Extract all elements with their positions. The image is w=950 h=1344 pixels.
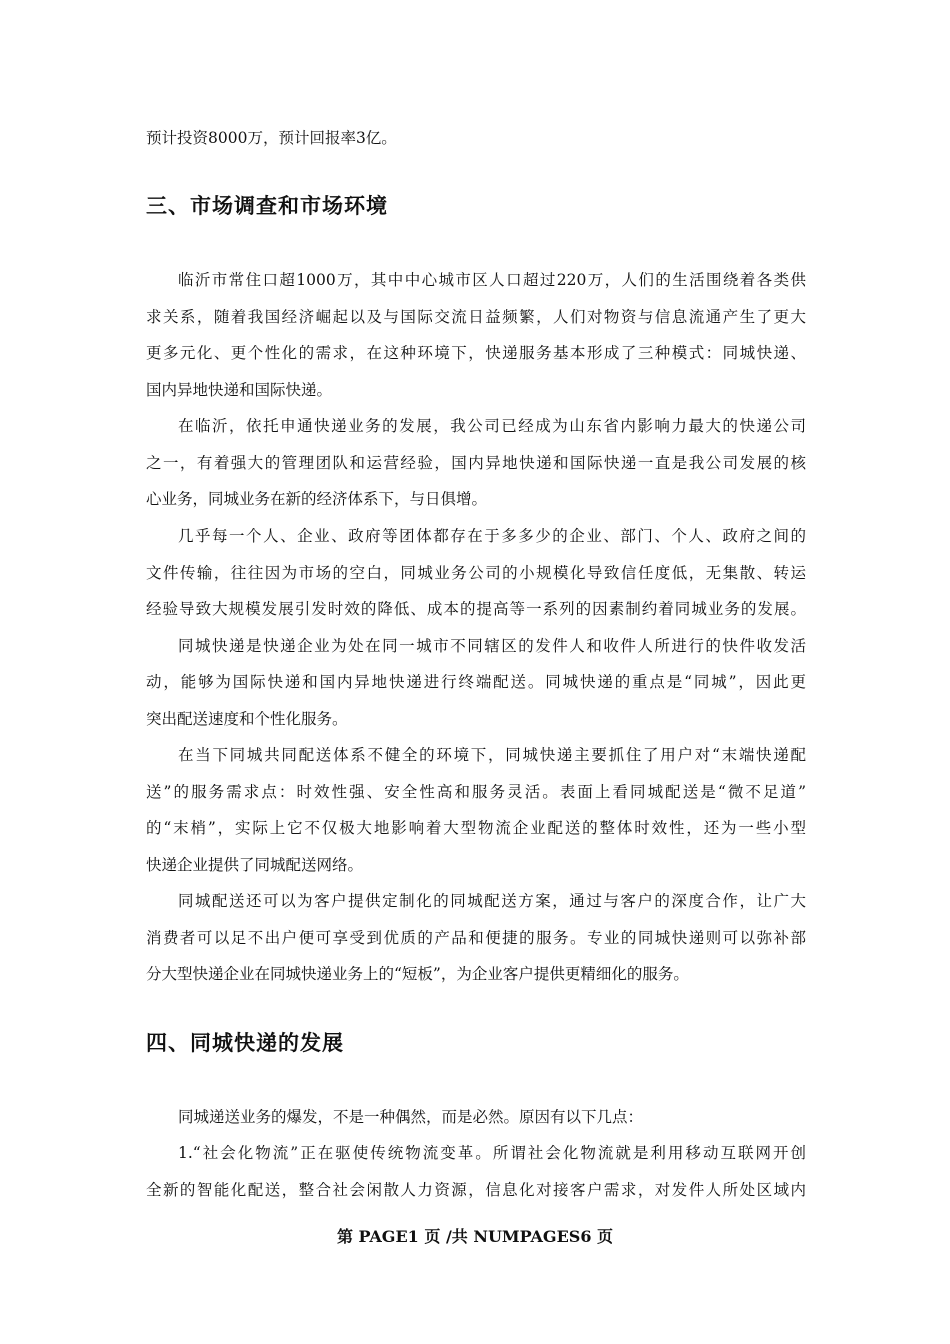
s3-p1-line-4: 国内异地快递和国际快递。: [146, 381, 333, 399]
s4-p2-line-1: 1.“社会化物流”正在驱使传统物流变革。所谓社会化物流就是利用移动互联网开创: [178, 1144, 806, 1162]
s3-p4-line-1: 同城快递是快递企业为处在同一城市不同辖区的发件人和收件人所进行的快件收发活: [178, 637, 806, 655]
s3-p1-line-3: 更多元化、更个性化的需求，在这种环境下，快递服务基本形成了三种模式：同城快递、: [146, 344, 806, 362]
s4-p2-line-2: 全新的智能化配送，整合社会闲散人力资源，信息化对接客户需求，对发件人所处区域内: [146, 1181, 806, 1199]
s3-p1-line-2: 求关系，随着我国经济崛起以及与国际交流日益频繁，人们对物资与信息流通产生了更大: [146, 308, 806, 326]
s3-p3-line-1: 几乎每一个人、企业、政府等团体都存在于多多少的企业、部门、个人、政府之间的: [178, 527, 806, 545]
s3-p5-line-3: 的“末梢”，实际上它不仅极大地影响着大型物流企业配送的整体时效性，还为一些小型: [146, 819, 806, 837]
section-4-heading: 四、同城快递的发展: [146, 1031, 344, 1055]
intro-tail-text: 预计投资8000万，预计回报率3亿。: [146, 129, 397, 147]
s3-p5-line-4: 快递企业提供了同城配送网络。: [146, 856, 364, 874]
s3-p1-line-1: 临沂市常住口超1000万，其中中心城市区人口超过220万，人们的生活围绕着各类供: [178, 271, 806, 289]
s3-p6-line-2: 消费者可以足不出户便可享受到优质的产品和便捷的服务。专业的同城快递则可以弥补部: [146, 929, 806, 947]
page-footer: 第 PAGE1 页 /共 NUMPAGES6 页: [336, 1227, 614, 1246]
s3-p3-line-2: 文件传输，往往因为市场的空白，同城业务公司的小规模化导致信任度低，无集散、转运: [146, 564, 806, 582]
s3-p3-line-3: 经验导致大规模发展引发时效的降低、成本的提高等一系列的因素制约着同城业务的发展。: [146, 600, 806, 618]
s4-p1-line-1: 同城递送业务的爆发，不是一种偶然，而是必然。原因有以下几点：: [178, 1108, 644, 1126]
section-3-heading: 三、市场调查和市场环境: [146, 194, 388, 218]
s3-p5-line-1: 在当下同城共同配送体系不健全的环境下，同城快递主要抓住了用户对“末端快递配: [178, 746, 806, 764]
s3-p2-line-2: 之一，有着强大的管理团队和运营经验，国内异地快递和国际快递一直是我公司发展的核: [146, 454, 806, 472]
s3-p2-line-3: 心业务，同城业务在新的经济体系下，与日俱增。: [146, 490, 488, 508]
s3-p4-line-2: 动，能够为国际快递和国内异地快递进行终端配送。同城快递的重点是“同城”，因此更: [146, 673, 806, 691]
s3-p6-line-3: 分大型快递企业在同城快递业务上的“短板”，为企业客户提供更精细化的服务。: [146, 965, 689, 983]
s3-p4-line-3: 突出配送速度和个性化服务。: [146, 710, 348, 728]
s3-p2-line-1: 在临沂，依托申通快递业务的发展，我公司已经成为山东省内影响力最大的快递公司: [178, 417, 806, 435]
s3-p6-line-1: 同城配送还可以为客户提供定制化的同城配送方案，通过与客户的深度合作，让广大: [178, 892, 806, 910]
s3-p5-line-2: 送”的服务需求点：时效性强、安全性高和服务灵活。表面上看同城配送是“微不足道”: [146, 783, 806, 801]
